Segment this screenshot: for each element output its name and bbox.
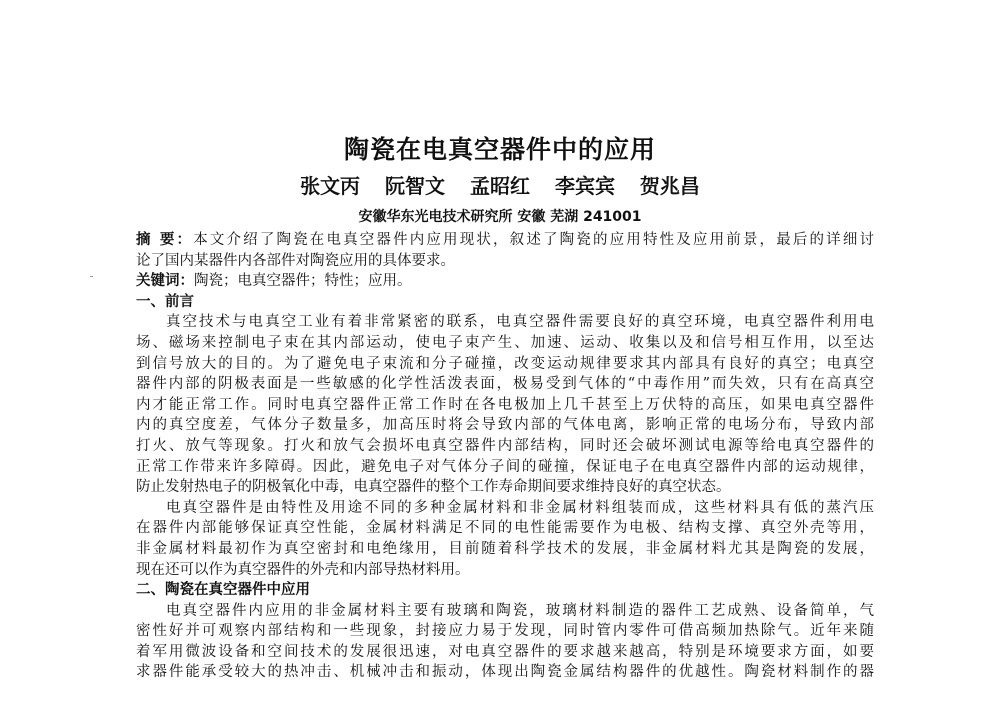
body-line: 着军用微波设备和空间技术的发展很迅速，对电真空器件的要求越来越高，特别是环境要求方面，如要: [136, 643, 874, 660]
keywords-text: 陶瓷；电真空器件；特性；应用。: [194, 273, 412, 290]
abstract-line: 摘 要：本文介绍了陶瓷在电真空器件内应用现状，叙述了陶瓷的应用特性及应用前景，最后的详细讨: [136, 232, 874, 248]
body-line: 在器件内部能够保证真空性能，金属材料满足不同的电性能需要作为电极、结构支撑、真空外壳等用，: [136, 520, 874, 537]
body-line: 电真空器件是由特性及用途不同的多种金属材料和非金属材料组装而成，这些材料具有低的蒸汽压: [166, 499, 874, 516]
body-line: 打火、放气等现象。打火和放气会损坏电真空器件内部结构，同时还会破坏测试电源等给电真空器件的: [136, 437, 874, 454]
abstract-label: 摘 要：: [136, 232, 194, 248]
body-line: 内的真空度差，气体分子数量多，加高压时将会导致内部的气体电离，影响正常的电场分布，导致内部: [136, 417, 874, 434]
body-line: 内才能正常工作。同时电真空器件正常工作时在各电极加上几千甚至上万伏特的高压，如果电真空器件: [136, 396, 874, 413]
section-heading: 一、前言: [136, 293, 194, 310]
body-line: 到信号放大的目的。为了避免电子束流和分子碰撞，改变运动规律要求其内部具有良好的真空；电真空: [136, 355, 874, 372]
body-line: 正常工作带来许多障碍。因此，避免电子对气体分子间的碰撞，保证电子在电真空器件内部的运动规律，: [136, 458, 874, 475]
page-cutoff: [0, 694, 1000, 703]
paper-body: [136, 230, 874, 683]
scan-speck: [90, 276, 93, 277]
keywords-line: [136, 271, 874, 292]
paper-title: 陶瓷在电真空器件中的应用: [343, 135, 656, 164]
abstract-line: 论了国内某器件内各部件对陶瓷应用的具体要求。: [136, 252, 455, 269]
paper-affiliation: 安徽华东光电技术研究所 安徽 芜湖 241001: [358, 209, 642, 225]
section-heading: 二、陶瓷在真空器件中应用: [136, 582, 310, 599]
body-line: 防止发射热电子的阴极氧化中毒，电真空器件的整个工作寿命期间要求维持良好的真空状态。: [136, 479, 731, 496]
body-line: 真空技术与电真空工业有着非常紧密的联系，电真空器件需要良好的真空环境，电真空器件利用电: [166, 314, 874, 331]
body-line: 求器件能承受较大的热冲击、机械冲击和振动，体现出陶瓷金属结构器件的优越性。陶瓷材料制作的器: [136, 664, 874, 681]
body-line: 器件内部的阴极表面是一些敏感的化学性活泼表面，极易受到气体的“中毒作用”而失效，只有在高真空: [136, 376, 874, 393]
body-line: 场、磁场来控制电子束在其内部运动，使电子束产生、加速、运动、收集以及和信号相互作用，以至达: [136, 334, 874, 351]
keywords-label: 关键词：: [136, 273, 194, 290]
paper-authors: 张文丙 阮智文 孟昭红 李宾宾 贺兆昌: [300, 174, 700, 198]
body-line: 电真空器件内应用的非金属材料主要有玻璃和陶瓷，玻璃材料制造的器件工艺成熟、设备简单，气: [166, 602, 874, 619]
body-line: 密性好并可观察内部结构和一些现象，封接应力易于发现，同时管内零件可借高频加热除气。近年来随: [136, 623, 874, 640]
body-line: 非金属材料最初作为真空密封和电绝缘用，目前随着科学技术的发展，非金属材料尤其是陶瓷的发展，: [136, 540, 874, 557]
body-line: 现在还可以作为真空器件的外壳和内部导热材料用。: [136, 561, 470, 578]
